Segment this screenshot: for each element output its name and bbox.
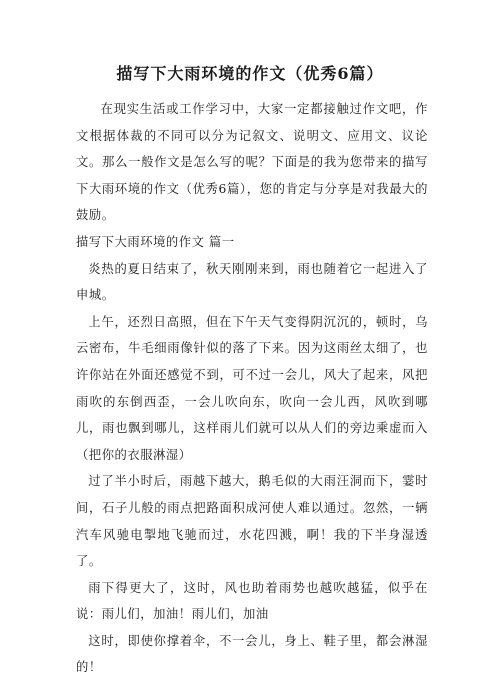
body-paragraph: 炎热的夏日结束了，秋天刚刚来到，雨也随着它一起进入了申城。 [76, 261, 428, 303]
body-paragraph: 这时，即使你撑着伞，不一会儿，身上、鞋子里，都会淋湿的！ [76, 633, 428, 675]
body-paragraph: 雨下得更大了，这时，风也助着雨势也越吹越猛，似乎在说：雨儿们，加油！雨儿们，加油 [76, 580, 428, 622]
document-body [76, 96, 428, 681]
intro-paragraph: 在现实生活或工作学习中，大家一定都接触过作文吧，作文根据体裁的不同可以分为记叙文、说明文、应用文、议论文。那么一般作文是怎么写的呢？下面是的我为您带来的描写下大雨环境的作文（优秀6篇），您的肯定与分享是对我最大的鼓励。 [76, 102, 428, 223]
body-paragraph: 上午，还烈日高照，但在下午天气变得阴沉沉的，顿时，乌云密布，牛毛细雨像针似的落了下来。因为这雨丝太细了，也许你站在外面还感觉不到，可不过一会儿，风大了起来，风把雨吹的东倒西歪，一会儿吹向东，吹向一会儿西，风吹到哪儿，雨也飘到哪儿，这样雨儿们就可以从人们的旁边乘虚而入（把你的衣服淋湿） [76, 314, 428, 462]
body-paragraph: 过了半小时后，雨越下越大，鹅毛似的大雨汪洞而下，霎时间，石子儿般的雨点把路面积成河使人难以通过。忽然，一辆汽车风驰电掣地飞驰而过，水花四溅，啊！我的下半身湿透了。 [76, 474, 428, 569]
section-heading: 描写下大雨环境的作文 篇一 [76, 234, 235, 249]
document-title: 描写下大雨环境的作文（优秀6篇） [116, 64, 384, 83]
